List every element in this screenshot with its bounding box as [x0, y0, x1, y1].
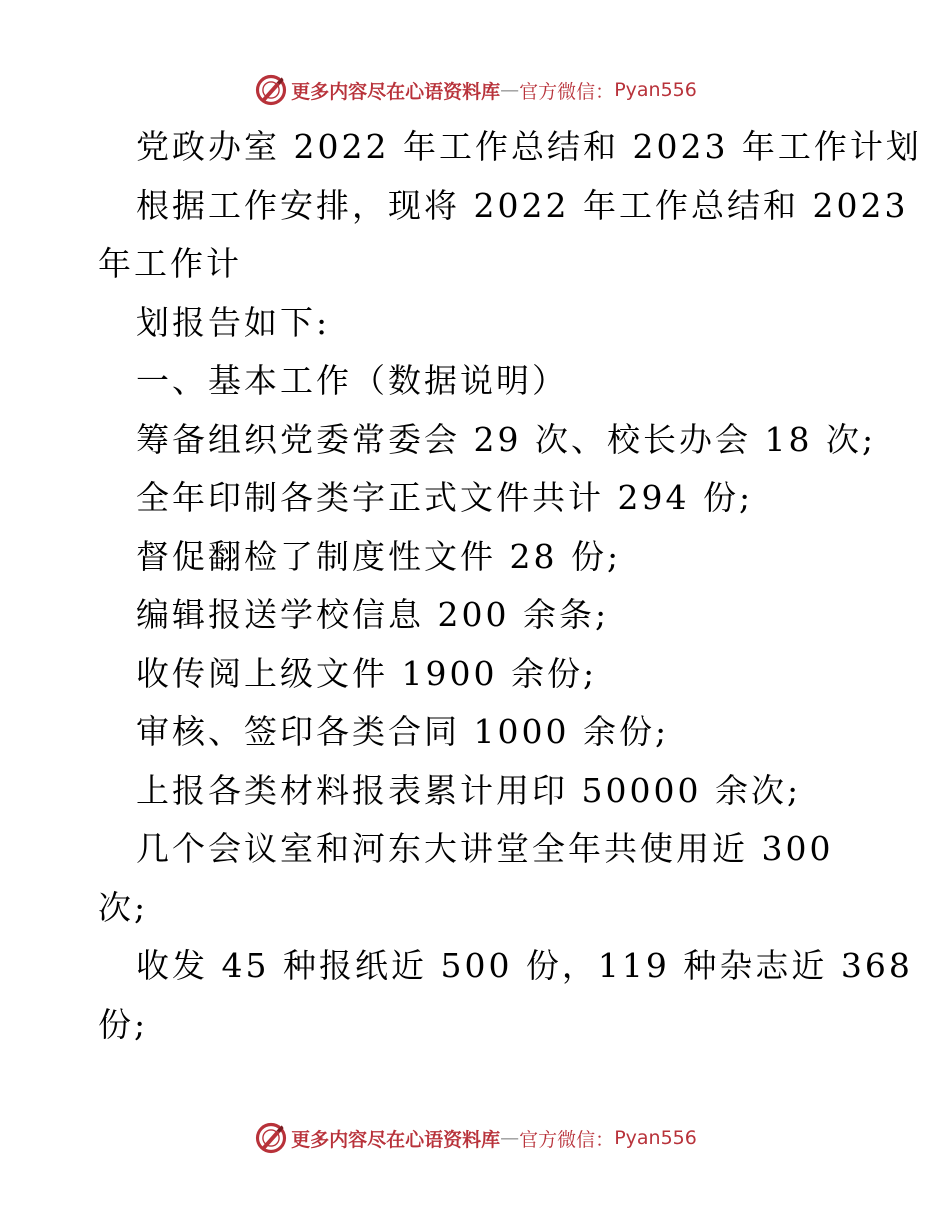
- list-item-continuation: 份;: [98, 1004, 149, 1044]
- list-item: 收发 45 种报纸近 500 份，119 种杂志近 368: [136, 946, 913, 985]
- banner-wechat-label: 官方微信：: [519, 80, 615, 103]
- document-body: [0, 118, 950, 1054]
- header-banner: [0, 68, 950, 112]
- list-item: 几个会议室和河东大讲堂全年共使用近 300: [136, 829, 834, 868]
- document-title: 党政办室 2022 年工作总结和 2023 年工作计划: [136, 127, 922, 166]
- banner-separator: —: [500, 79, 520, 101]
- pen-logo-icon: [253, 72, 289, 108]
- list-item: 上报各类材料报表累计用印 50000 余次;: [136, 770, 802, 810]
- list-item: 全年印制各类字正式文件共计 294 份;: [136, 478, 754, 517]
- intro-paragraph-line: 划报告如下:: [136, 302, 331, 342]
- intro-paragraph-line: 年工作计: [98, 244, 242, 283]
- pen-logo-icon: [253, 1120, 289, 1156]
- banner-wechat-id: Pyan556: [614, 1127, 697, 1149]
- list-item-continuation: 次;: [98, 887, 149, 927]
- banner-site-name: 更多内容尽在心语资料库: [291, 80, 501, 103]
- list-item: 收传阅上级文件 1900 余份;: [136, 653, 598, 693]
- list-item: 审核、签印各类合同 1000 余份;: [136, 712, 670, 751]
- banner-separator: —: [500, 1127, 520, 1149]
- banner-wechat-id: Pyan556: [614, 79, 697, 101]
- banner-site-name: 更多内容尽在心语资料库: [291, 1128, 501, 1151]
- footer-banner: [0, 1116, 950, 1160]
- list-item: 督促翻检了制度性文件 28 份;: [136, 536, 622, 576]
- list-item: 编辑报送学校信息 200 余条;: [136, 595, 610, 634]
- section-heading: 一、基本工作（数据说明）: [136, 361, 568, 400]
- intro-paragraph-line: 根据工作安排，现将 2022 年工作总结和 2023: [136, 185, 909, 225]
- banner-wechat-label: 官方微信：: [519, 1128, 615, 1151]
- list-item: 筹备组织党委常委会 29 次、校长办会 18 次;: [136, 419, 877, 459]
